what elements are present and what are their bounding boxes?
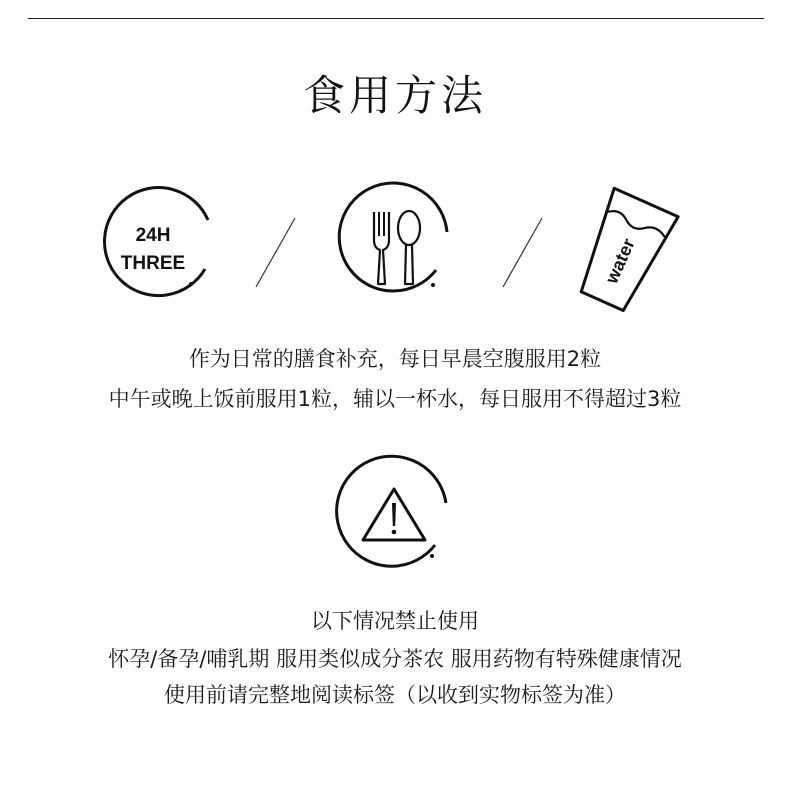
- warning-line-1: 怀孕/备孕/哺乳期 服用类似成分茶农 服用药物有特殊健康情况: [108, 647, 682, 671]
- warning-icon: [337, 456, 446, 566]
- clock-24h-icon: [104, 188, 208, 296]
- usage-line-2: 中午或晚上饭前服用1粒，辅以一杯水，每日服用不得超过3粒: [108, 387, 682, 411]
- warning-heading: 以下情况禁止使用: [311, 609, 479, 633]
- clock-label-top: 24H: [135, 225, 171, 246]
- fork-spoon-icon: [339, 183, 447, 291]
- warning-line-2: 使用前请完整地阅读标签（以收到实物标签为准）: [164, 683, 626, 707]
- slash-divider: [256, 218, 295, 287]
- usage-line-1: 作为日常的膳食补充，每日早晨空腹服用2粒: [188, 347, 602, 371]
- water-glass-icon: [570, 188, 678, 315]
- clock-label-bottom: THREE: [120, 253, 186, 274]
- slash-divider: [503, 218, 542, 287]
- water-label: water: [601, 235, 639, 287]
- page-title: 食用方法: [302, 71, 487, 120]
